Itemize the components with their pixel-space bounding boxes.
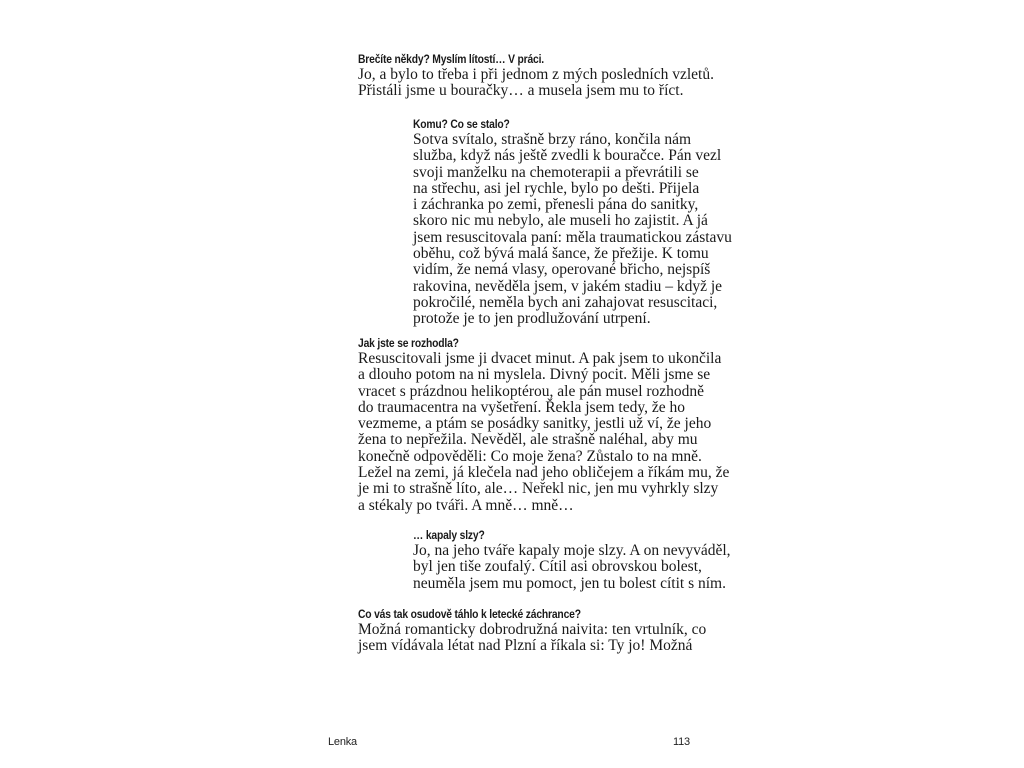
answer-line: vidím, že nemá vlasy, operované břicho, nejspíš [413, 261, 711, 279]
answer-line: konečně odpověděli: Co moje žena? Zůstalo to na mně. [358, 447, 702, 465]
answer-line: Možná romanticky dobrodružná naivita: ten vrtulník, co [358, 621, 707, 638]
interview-block-1 [358, 51, 714, 100]
running-footer-name: Lenka [328, 736, 357, 748]
question: Brečíte někdy? Myslím lítostí… V práci. [358, 52, 545, 66]
answer [358, 622, 706, 655]
answer-line: neuměla jsem mu pomoct, jen tu bolest cítit s ním. [413, 574, 726, 592]
answer-line: pokročilé, neměla bych ani zahajovat resuscitaci, [413, 293, 718, 311]
answer-line: žena to nepřežila. Nevěděl, ale strašně naléhal, aby mu [358, 431, 698, 449]
question: Co vás tak osudově táhlo k letecké záchrance? [358, 607, 581, 621]
answer-line: Resuscitovali jsme ji dvacet minut. A pak jsem to ukončila [358, 350, 722, 367]
answer-line: i záchranka po zemi, přenesli pána do sanitky, [413, 196, 699, 214]
answer-line: vezmeme, a ptám se posádky sanitky, jestli už ví, že jeho [358, 415, 712, 433]
interview-block-3 [358, 335, 729, 514]
question: Jak jste se rozhodla? [358, 336, 459, 350]
answer-line: vracet s prázdnou helikoptérou, ale pán musel rozhodně [358, 382, 705, 400]
question: … kapaly slzy? [413, 528, 485, 542]
interview-block-5 [358, 606, 706, 655]
answer-line: protože je to jen prodlužování utrpení. [413, 310, 651, 328]
answer-line: na střechu, asi jel rychle, bylo po dešti. Přijela [413, 179, 700, 197]
answer-line: jsem resuscitovala paní: měla traumatickou zástavu [413, 228, 732, 246]
answer-line: a dlouho potom na ni myslela. Divný pocit. Měli jsme se [358, 366, 711, 384]
answer-line: do traumacentra na vyšetření. Řekla jsem tedy, že ho [358, 398, 685, 416]
answer-line: oběhu, což bývá malá šance, že přežije. K tomu [413, 245, 709, 263]
answer-line: Jo, na jeho tváře kapaly moje slzy. A on nevyváděl, [413, 542, 731, 559]
answer-line: Sotva svítalo, strašně brzy ráno, končila nám [413, 131, 692, 148]
answer [358, 351, 729, 514]
answer-line: jsem vídávala létat nad Plzní a říkala si: Ty jo! Možná [358, 637, 693, 655]
answer [413, 543, 731, 592]
answer-line: Ležel na zemi, já klečela nad jeho obličejem a říkám mu, že [358, 464, 730, 482]
answer-line: skoro nic mu nebylo, ale museli ho zajistit. A já [413, 212, 708, 230]
answer-line: služba, když nás ještě zvedli k bouračce. Pán vezl [413, 147, 722, 165]
interview-block-4 [413, 527, 731, 592]
answer-line: a stékaly po tváři. A mně… mně… [358, 496, 574, 514]
answer-line: Přistáli jsme u bouračky… a musela jsem mu to říct. [358, 82, 684, 100]
answer-line: svoji manželku na chemoterapii a převrátili se [413, 163, 699, 181]
answer [358, 67, 714, 100]
page-number: 113 [673, 736, 690, 748]
interview-block-2 [413, 116, 732, 328]
answer [413, 132, 732, 328]
answer-line: Jo, a bylo to třeba i při jednom z mých posledních vzletů. [358, 66, 714, 83]
answer-line: rakovina, nevěděla jsem, v jakém stadiu – když je [413, 277, 723, 295]
answer-line: je mi to strašně líto, ale… Neřekl nic, jen mu vyhrkly slzy [358, 480, 719, 498]
question: Komu? Co se stalo? [413, 117, 510, 131]
answer-line: byl jen tiše zoufalý. Cítil asi obrovskou bolest, [413, 558, 702, 576]
